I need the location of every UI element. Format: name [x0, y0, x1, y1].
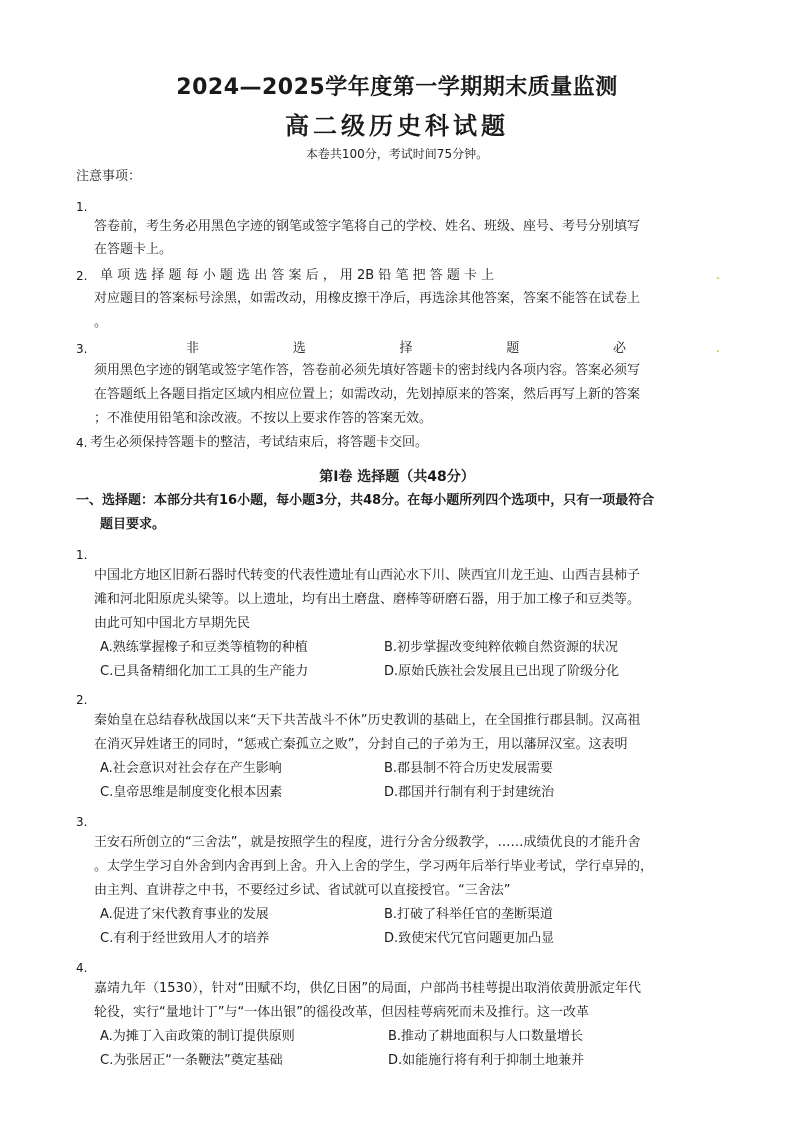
option-a: A.促进了宋代教育事业的发展: [100, 907, 269, 922]
exam-title: 2024—2025学年度第一学期期末质量监测: [176, 75, 618, 100]
question-stem-line: 在消灭异姓诸王的同时，“惩戒亡秦孤立之败”，分封自己的子弟为王，用以藩屏汉室。这表明: [94, 737, 628, 752]
option-c: C.为张居正“一条鞭法”奠定基础: [100, 1053, 283, 1068]
option-a: A.熟练掌握橡子和豆类等植物的种植: [100, 640, 308, 655]
option-b: B.打破了科举任官的垄断渠道: [384, 907, 554, 922]
section-title: 第Ⅰ卷 选择题（共48分）: [319, 469, 475, 485]
question-stem-line: 由此可知中国北方早期先民: [94, 616, 251, 631]
spread-char: 题: [506, 341, 520, 356]
question-number: 1.: [76, 548, 88, 562]
question-stem-line: 王安石所创立的“三舍法”，就是按照学生的程度，进行分舍分级教学，……成绩优良的才能升舍: [94, 835, 641, 850]
question-stem-line: 由主判、直讲荐之中书，不要经过乡试、省试就可以直接授官。“三舍法”: [94, 883, 511, 898]
section-instruction: 题目要求。: [100, 517, 166, 532]
option-b: B.推动了耕地面积与人口数量增长: [388, 1029, 584, 1044]
option-d: D.郡国并行制有利于封建统治: [384, 785, 555, 800]
notice-spread-line: [186, 339, 626, 359]
option-d: D.如能施行将有利于抑制土地兼并: [388, 1053, 585, 1068]
option-c: C.皇帝思维是制度变化根本因素: [100, 785, 283, 800]
exam-subtitle: 本卷共100分，考试时间75分钟。: [305, 147, 489, 161]
option-b: B.郡县制不符合历史发展需要: [384, 761, 554, 776]
mark-dot: .: [716, 341, 721, 356]
notice-line: 考生必须保持答题卡的整洁，考试结束后，将答题卡交回。: [90, 435, 429, 450]
question-stem-line: 滩和河北阳原虎头梁等。以上遗址，均有出土磨盘、磨棒等研磨石器，用于加工橡子和豆类等。: [94, 592, 641, 607]
notice-number: 4.: [76, 436, 88, 450]
notice-line: 对应题目的答案标号涂黑，如需改动，用橡皮擦干净后，再选涂其他答案，答案不能答在试卷上: [94, 291, 641, 306]
notice-line: ；不准使用铅笔和涂改液。不按以上要求作答的答案无效。: [94, 411, 433, 426]
option-d: D.致使宋代冗官问题更加凸显: [384, 931, 555, 946]
section-instruction: 一、选择题：本部分共有16小题，每小题3分，共48分。在每小题所列四个选项中，只有一项最符合: [76, 493, 655, 508]
spread-char: 选: [292, 341, 306, 356]
question-stem-line: 。太学生学习自外舍到内舍再到上舍。升入上舍的学生，学习两年后举行毕业考试，学行卓异的，: [94, 859, 654, 874]
option-a: A.社会意识对社会存在产生影响: [100, 761, 282, 776]
notice-number: 3.: [76, 342, 88, 356]
notice-line: 在答题纸上各题目指定区域内相应位置上；如需改动，先划掉原来的答案，然后再写上新的答案: [94, 387, 641, 402]
spread-char: 必: [612, 341, 626, 356]
notice-number: 2.: [76, 269, 88, 283]
notice-line: 须用黑色字迹的钢笔或签字笔作答，答卷前必须先填好答题卡的密封线内各项内容。答案必须写: [94, 363, 641, 378]
question-number: 4.: [76, 961, 88, 975]
exam-subject-title: 高二级历史科试题: [285, 111, 509, 140]
notice-heading: 注意事项：: [76, 169, 142, 184]
mark-dot: .: [716, 268, 721, 283]
question-stem-line: 中国北方地区旧新石器时代转变的代表性遗址有山西沁水下川、陕西宜川龙王辿、山西吉县柿子: [94, 568, 641, 583]
notice-line: 答卷前，考生务必用黑色字迹的钢笔或签字笔将自己的学校、姓名、班级、座号、考号分别填写: [94, 219, 641, 234]
question-number: 2.: [76, 693, 88, 707]
question-stem-line: 嘉靖九年（1530），针对“田赋不均，供亿日困”的局面，户部尚书桂萼提出取消依黄册派定年代: [94, 981, 642, 996]
notice-number: 1.: [76, 200, 88, 214]
spread-char: 非: [186, 341, 200, 356]
spread-char: 择: [399, 341, 413, 356]
notice-line: 。: [94, 315, 108, 330]
option-b: B.初步掌握改变纯粹依赖自然资源的状况: [384, 640, 619, 655]
question-stem-line: 秦始皇在总结春秋战国以来“天下共苦战斗不休”历史教训的基础上，在全国推行郡县制。汉高祖: [94, 713, 641, 728]
notice-line: 在答题卡上。: [94, 242, 173, 257]
question-stem-line: 轮役，实行“量地计丁”与“一体出银”的徭役改革，但因桂萼病死而未及推行。这一改革: [94, 1005, 589, 1020]
option-d: D.原始氏族社会发展且已出现了阶级分化: [384, 664, 620, 679]
option-c: C.有利于经世致用人才的培养: [100, 931, 270, 946]
option-a: A.为摊丁入亩政策的制订提供原则: [100, 1029, 295, 1044]
option-c: C.已具备精细化加工工具的生产能力: [100, 664, 309, 679]
question-number: 3.: [76, 815, 88, 829]
notice-line: 单 项 选 择 题 每 小 题 选 出 答 案 后 ， 用 2B 铅 笔 把 答 题 卡 上: [100, 268, 495, 283]
